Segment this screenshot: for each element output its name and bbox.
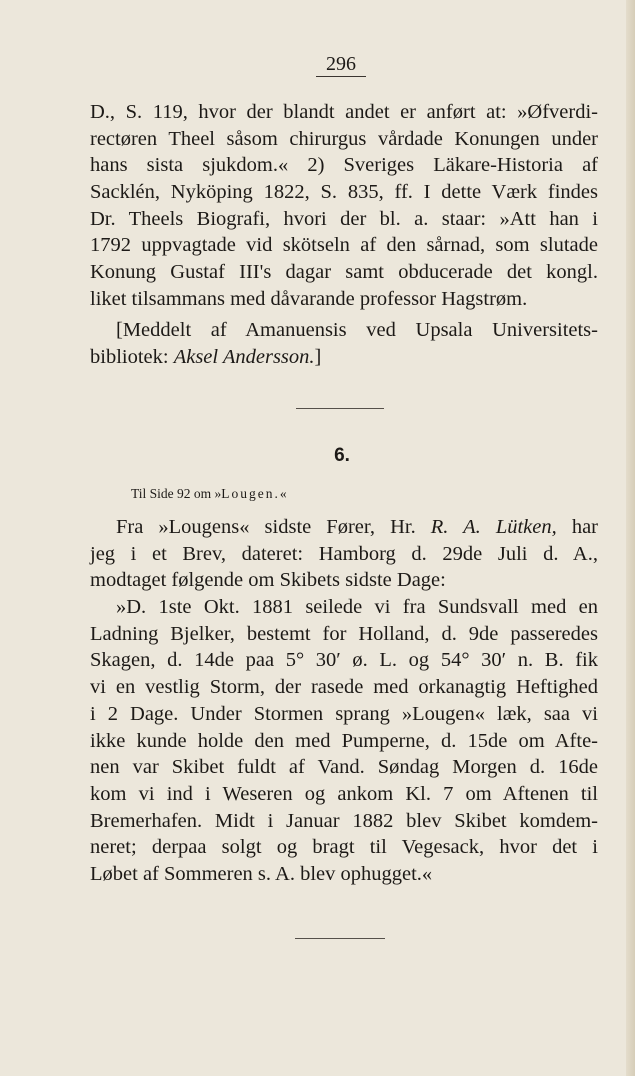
text-line: jeg i et Brev, dateret: Hamborg d. 29de Juli d. A., bbox=[90, 542, 598, 565]
text-line: Bremerhafen. Midt i Januar 1882 blev Skibet komdem- bbox=[90, 809, 598, 832]
note-prefix: bibliotek: bbox=[90, 345, 174, 368]
text-line: neret; derpaa solgt og bragt til Vegesack, hvor det i bbox=[90, 836, 598, 859]
contributor-note bbox=[90, 317, 598, 370]
text-line: D., S. 119, hvor der blandt andet er anført at: »Øfverdi- bbox=[90, 101, 598, 123]
page-number-underline bbox=[316, 76, 366, 77]
text-line: 1792 uppvagtade vid skötseln af den sårnad, som slutade bbox=[90, 234, 598, 257]
text-line: i 2 Dage. Under Stormen sprang »Lougen« læk, saa vi bbox=[90, 702, 598, 725]
text-line: liket tilsammans med dåvarande professor Hagstrøm. bbox=[90, 287, 528, 310]
text-line: [Meddelt af Amanuensis ved Upsala Universitets- bbox=[116, 319, 598, 341]
end-divider bbox=[295, 938, 385, 939]
note-suffix: ] bbox=[314, 345, 322, 368]
line-start: Fra »Lougens« sidste Fører, Hr. bbox=[116, 516, 431, 538]
section-number: 6. bbox=[334, 445, 350, 466]
text-line: rectøren Theel såsom chirurgus vårdade Konungen under bbox=[90, 127, 598, 150]
subheading-prefix: Til Side 92 om » bbox=[131, 486, 222, 501]
line-end: har bbox=[556, 516, 598, 538]
text-line: nen var Skibet fuldt af Vand. Søndag Morgen d. 16de bbox=[90, 756, 598, 779]
footnote-continuation bbox=[90, 99, 598, 313]
text-line: vi en vestlig Storm, der rasede med orkanagtig Heftighed bbox=[90, 676, 598, 699]
main-text bbox=[90, 514, 598, 888]
text-line: modtaget følgende om Skibets sidste Dage: bbox=[90, 569, 446, 592]
section-divider bbox=[296, 408, 384, 409]
contributor-name: Aksel Andersson. bbox=[173, 345, 315, 368]
subheading-suffix: « bbox=[279, 486, 287, 501]
text-line: Dr. Theels Biografi, hvori der bl. a. staar: »Att han i bbox=[90, 207, 598, 230]
text-line: »D. 1ste Okt. 1881 seilede vi fra Sundsvall med en bbox=[116, 596, 598, 619]
ship-name: Lougen. bbox=[221, 486, 280, 501]
text-line: Sacklén, Nyköping 1822, S. 835, ff. I dette Værk findes bbox=[90, 181, 598, 204]
text-line: Løbet af Sommeren s. A. blev ophugget.« bbox=[90, 862, 433, 885]
text-line: ikke kunde holde den med Pumperne, d. 15de om Afte- bbox=[90, 729, 598, 752]
captain-name: R. A. Lütken, bbox=[430, 516, 557, 538]
section-subheading bbox=[131, 485, 287, 503]
text-line: hans sista sjukdom.« 2) Sveriges Läkare-Historia af bbox=[90, 154, 598, 177]
page-number: 296 bbox=[326, 53, 356, 75]
text-line bbox=[90, 344, 598, 371]
text-line: Konung Gustaf III's dagar samt obducerade det kongl. bbox=[90, 261, 598, 284]
page-edge bbox=[626, 0, 635, 1076]
text-line: Ladning Bjelker, bestemt for Holland, d. 9de passeredes bbox=[90, 622, 598, 645]
text-line: Skagen, d. 14de paa 5° 30′ ø. L. og 54° 30′ n. B. fik bbox=[90, 649, 598, 672]
text-line: kom vi ind i Weseren og ankom Kl. 7 om Aftenen til bbox=[90, 782, 598, 805]
text-line bbox=[90, 514, 598, 541]
